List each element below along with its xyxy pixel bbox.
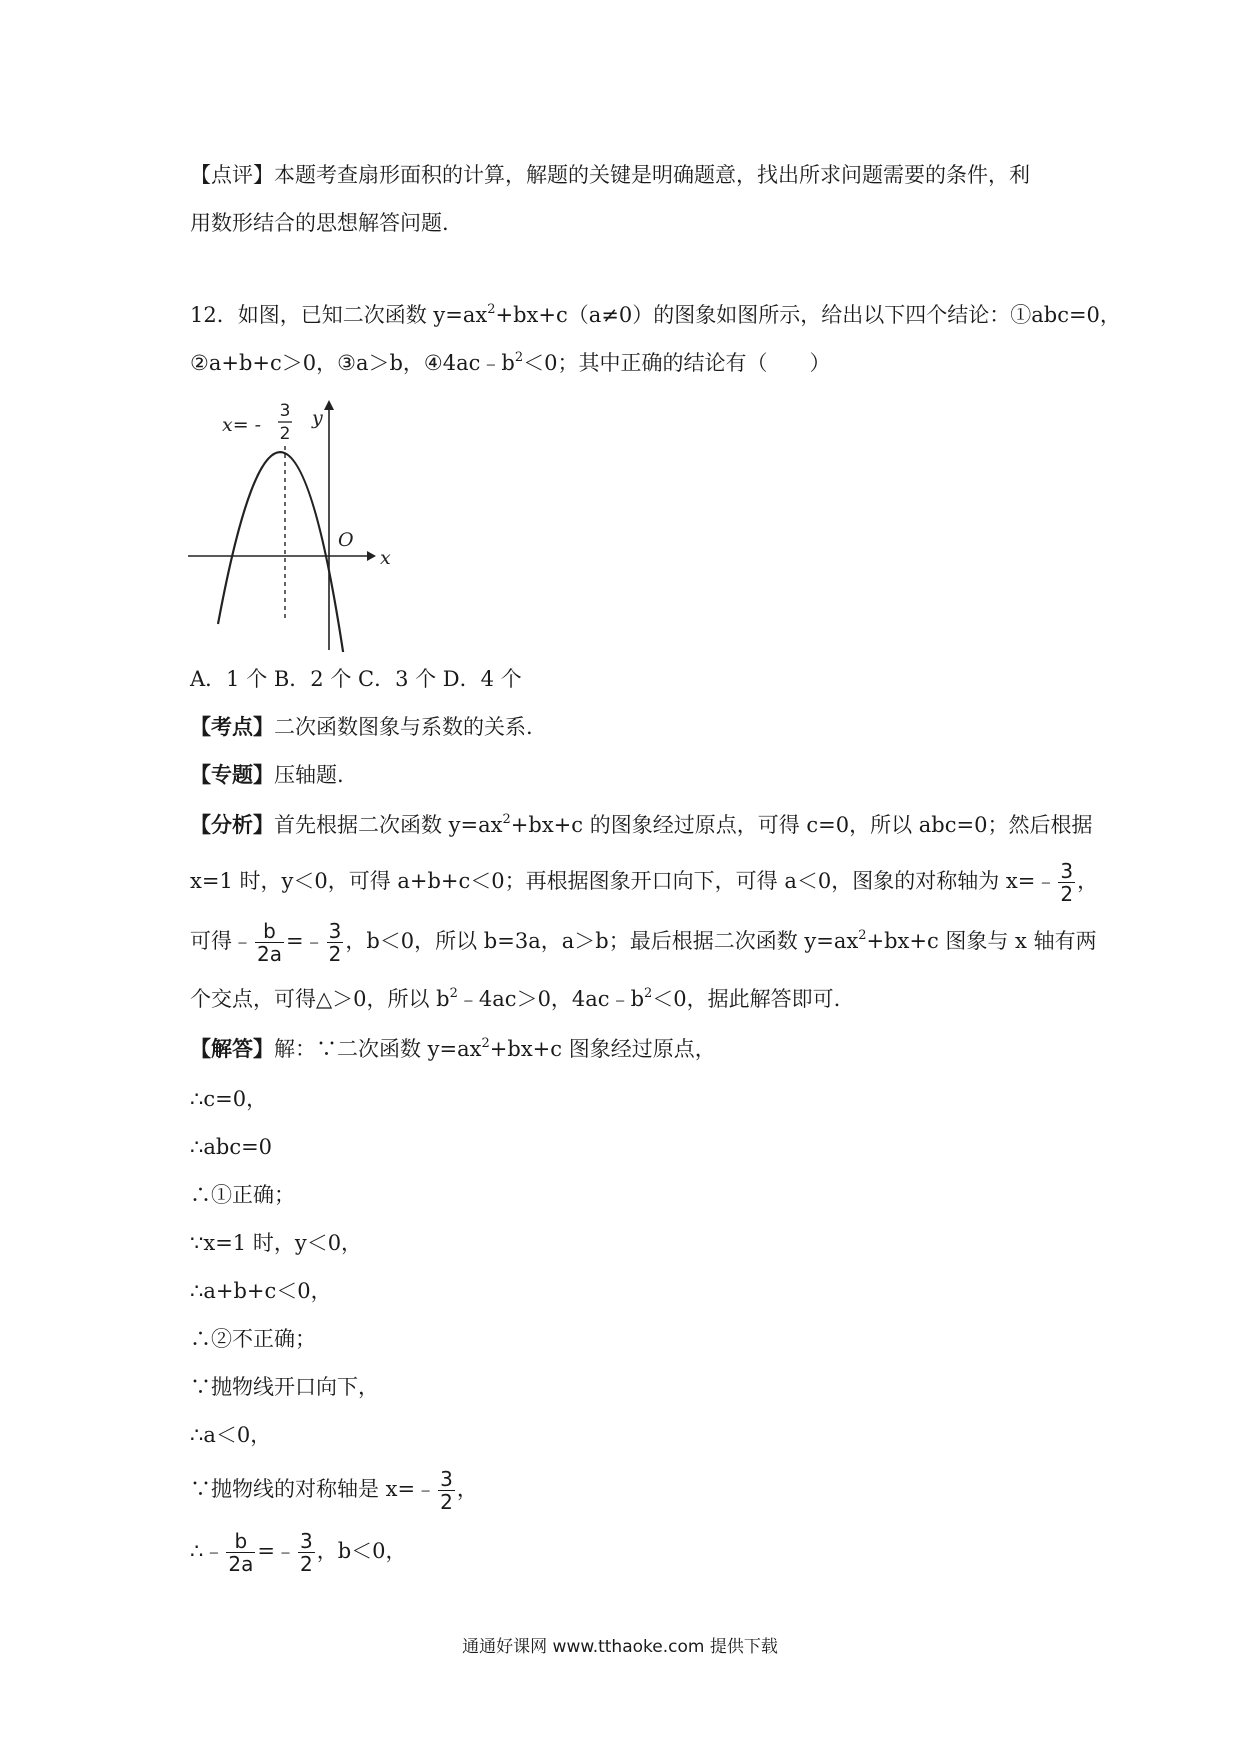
jieda-line-5: ∵x=1 时，y＜0， [190, 1231, 363, 1255]
conclusion-4-text: $④4ac﹣b^2<0$；其中正确的结论有（ ） [423, 350, 831, 375]
frac-numerator: 3 [279, 401, 291, 421]
kaodian-line [190, 710, 1070, 744]
jieda-line-7: ∴②不正确； [190, 1327, 316, 1351]
answer-options: A．1 个 B．2 个 C．3 个 D．4 个 [190, 667, 522, 691]
question-intro: 如图，已知二次函数 y=ax [237, 303, 488, 327]
question-line-2 [190, 346, 1070, 380]
jieda-line-4: ∴①正确； [190, 1183, 295, 1207]
x-label: x [380, 547, 391, 569]
question-intro-cont: +bx+c（a≠0）的图象如图所示，给出以下四个结论： [495, 303, 1011, 327]
fenxi-line-4: 个交点，可得△＞0，所以 $b^2﹣4ac>0$，$4ac﹣b^2<0$，据此解答即可. [190, 986, 841, 1011]
y-axis-arrow [324, 400, 334, 410]
fenxi-line-2: x=1 时，y＜0，可得 a+b+c＜0；再根据图象开口向下，可得 a＜0，图象的对称轴为 x=﹣ $\frac{3}{2}$ ， [190, 859, 1099, 906]
fraction: $\frac{3}{2}$ [1060, 859, 1074, 906]
zhuanti-text: 压轴题. [274, 763, 344, 787]
zhuanti-tag: 【专题】 [190, 762, 274, 787]
jieda-line-11: ∴﹣ $\frac{b}{2a}$ =﹣ $\frac{3}{2}$ ，b＜0， [190, 1529, 407, 1576]
parabola-curve [218, 452, 344, 652]
origin-label: O [338, 529, 354, 551]
jieda-line-3: ∴abc=0 [190, 1135, 273, 1159]
jieda-tag: 【解答】 [190, 1036, 274, 1061]
jieda-line-8: ∵抛物线开口向下， [190, 1375, 379, 1399]
zhuanti-line [190, 758, 1070, 792]
fraction: $\frac{3}{2}$ [299, 1529, 313, 1576]
fraction: $\frac{3}{2}$ [328, 919, 342, 966]
jieda-line-9: ∴a＜0， [190, 1423, 272, 1447]
jieda-line-10: ∵抛物线的对称轴是 x=﹣ $\frac{3}{2}$ ， [190, 1467, 478, 1514]
fraction: $\frac{3}{2}$ [440, 1467, 453, 1514]
axis-line-label: x= - [222, 414, 262, 436]
page-footer: 通通好课网 www.tthaoke.com 提供下载 [462, 1637, 778, 1657]
frac-denominator: 2 [279, 424, 291, 444]
y-label: y [312, 407, 323, 429]
conclusion-2-text: ②a+b+c＞0， [190, 351, 338, 375]
fenxi-line-1: 【分析】首先根据二次函数 $y=ax^2+bx+c$ 的图象经过原点，可得 c=0，所以 abc=0；然后根据 [190, 812, 1093, 837]
parabola-figure [188, 396, 398, 652]
conclusion-3-text: ③a＞b， [337, 351, 424, 375]
fraction: $\frac{b}{2a}$ [257, 919, 282, 966]
fenxi-line-3: 可得﹣ $\frac{b}{2a}$ =﹣ $\frac{3}{2}$ ，b＜0，所以 b=3a，a＞b；最后根据二次函数 $y=ax^2+bx+c$ 图象与 x 轴有两 [190, 919, 1097, 966]
jieda-line-1: 【解答】解：∵二次函数 $y=ax^2+bx+c$ 图象经过原点， [190, 1036, 716, 1061]
kaodian-text: 二次函数图象与系数的关系. [274, 715, 533, 739]
question-number: 12． [190, 303, 238, 327]
question-line-1 [190, 298, 1121, 332]
fenxi-tag: 【分析】 [190, 812, 274, 837]
jieda-line-6: ∴a+b+c＜0， [190, 1279, 332, 1303]
kaodian-tag: 【考点】 [190, 714, 274, 739]
x-axis-arrow [367, 551, 376, 561]
jieda-line-2: ∴c=0， [190, 1087, 268, 1111]
review-line-2: 用数形结合的思想解答问题. [190, 211, 449, 235]
review-line-1: 【点评】本题考查扇形面积的计算，解题的关键是明确题意，找出所求问题需要的条件，利 [190, 163, 1030, 187]
fraction: $\frac{b}{2a}$ [228, 1529, 254, 1576]
superscript: 2 [487, 302, 496, 317]
conclusion-1-text: ①abc=0， [1010, 303, 1121, 327]
